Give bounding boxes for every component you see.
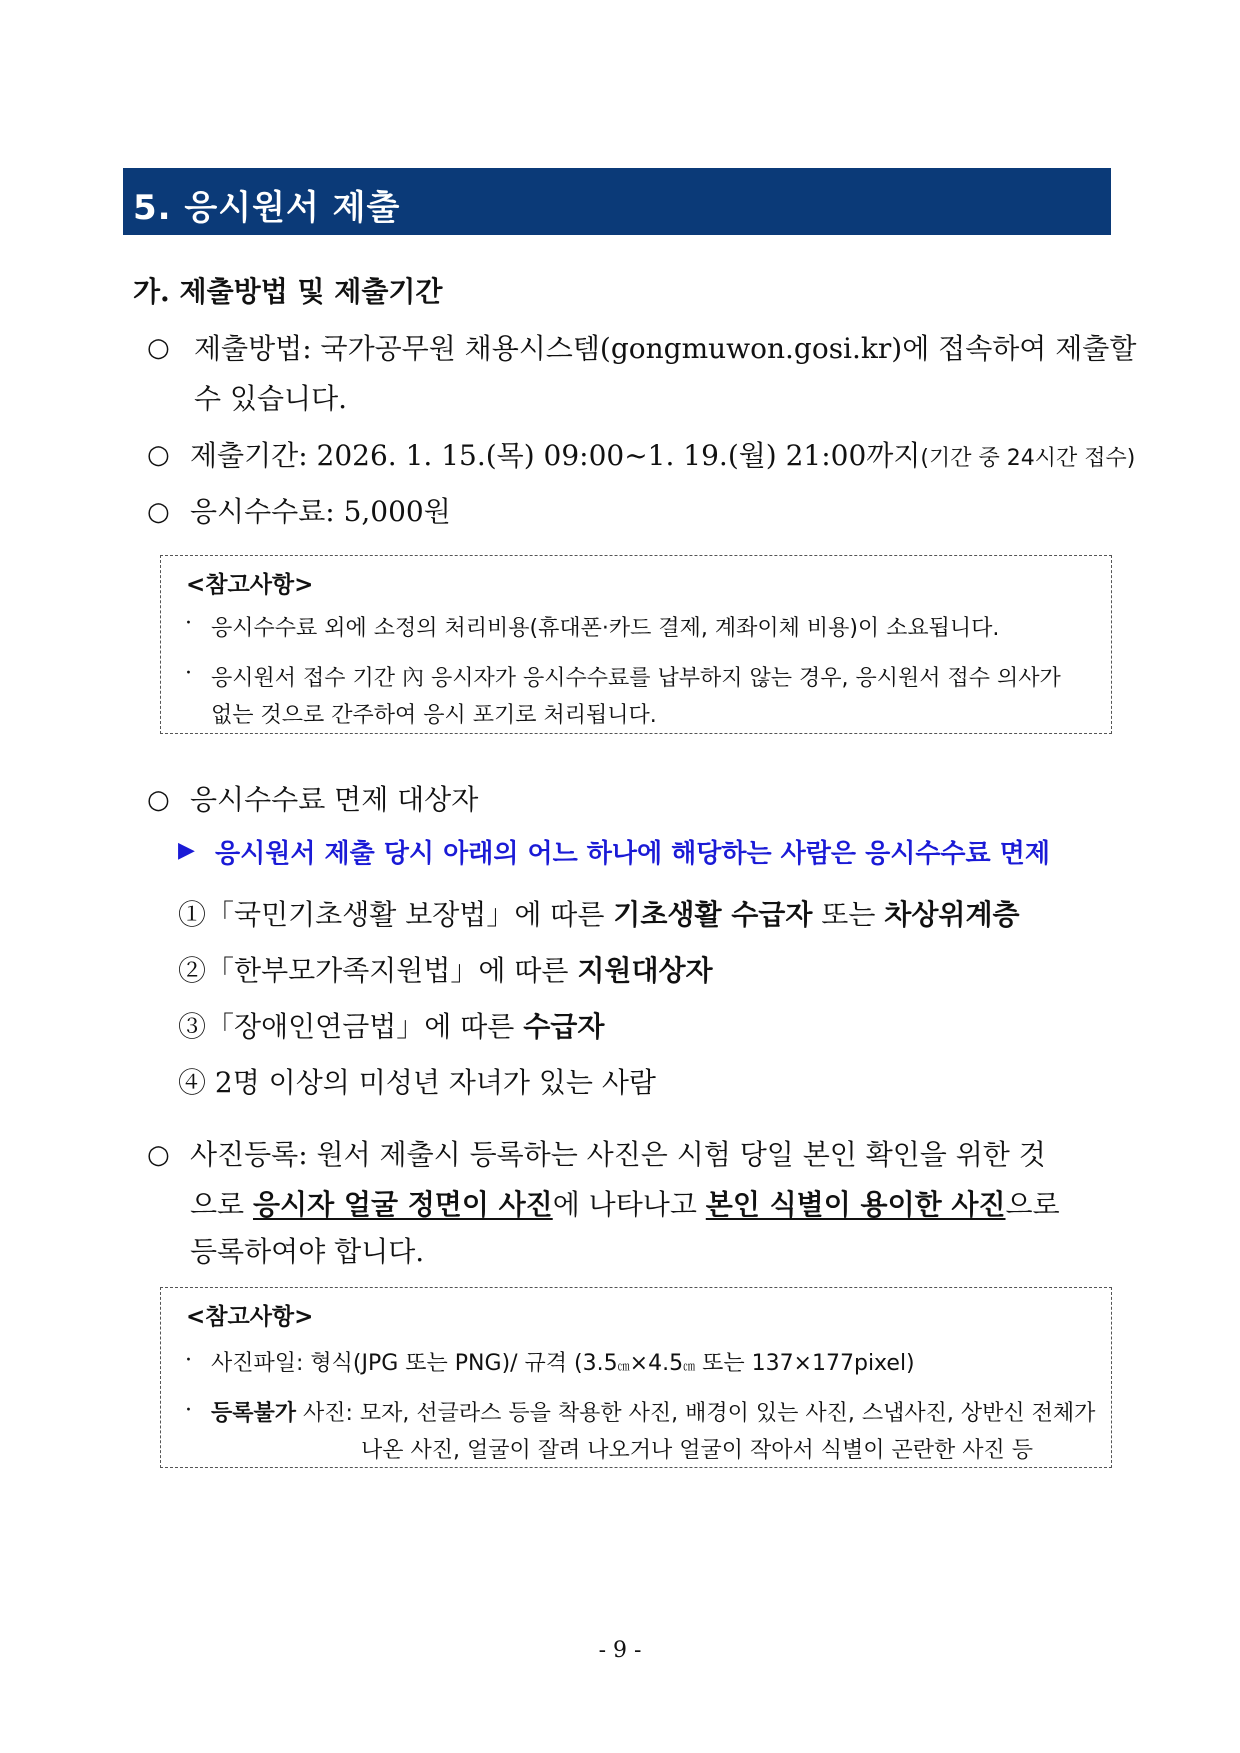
circle-bullet-icon: ○ [147,1140,170,1170]
method-line2: 수 있습니다. [194,382,348,415]
exemption-highlight: 응시원서 제출 당시 아래의 어느 하나에 해당하는 사람은 응시수수료 면제 [215,839,1050,869]
dot-bullet-icon: · [185,1348,192,1373]
page-number: - 9 - [598,1638,642,1663]
exemption-item: ④ 2명 이상의 미성년 자녀가 있는 사람 [178,1066,656,1099]
exemption-item: ③「장애인연금법」에 따른 수급자 [178,1010,605,1043]
exemption-title: 응시수수료 면제 대상자 [190,783,479,816]
note-line-photo-file: 사진파일: 형식(JPG 또는 PNG)/ 규격 (3.5㎝×4.5㎝ 또는 137×177pixel) [211,1351,915,1376]
exemption-item: ①「국민기초생활 보장법」에 따른 기초생활 수급자 또는 차상위계층 [178,898,1020,931]
arrow-right-icon: ▶ [178,838,195,863]
dot-bullet-icon: · [185,661,192,686]
period-main: 제출기간: 2026. 1. 15.(목) 09:00~1. 19.(월) 21:00까지 [190,439,921,472]
photo-line3: 등록하여야 합니다. [190,1235,425,1268]
note-line: 없는 것으로 간주하여 응시 포기로 처리됩니다. [211,703,657,728]
note-box-photo [160,1287,1112,1468]
note-title: <참고사항> [186,1304,314,1330]
note-line: 응시수수료 외에 소정의 처리비용(휴대폰·카드 결제, 계좌이체 비용)이 소요됩니다. [211,616,1000,641]
note-box-fee [160,555,1112,734]
dot-bullet-icon: · [185,1398,192,1423]
note-line-photo-reject: 등록불가 사진: 모자, 선글라스 등을 착용한 사진, 배경이 있는 사진, 스냅사진, 상반신 전체가 [211,1401,1096,1426]
fee-line: 응시수수료: 5,000원 [190,495,451,528]
method-line1: 제출방법: 국가공무원 채용시스템(gongmuwon.gosi.kr)에 접속하여 제출할 [194,332,1137,365]
circle-bullet-icon: ○ [147,785,170,815]
photo-line1: 사진등록: 원서 제출시 등록하는 사진은 시험 당일 본인 확인을 위한 것 [190,1138,1046,1171]
exemption-item: ②「한부모가족지원법」에 따른 지원대상자 [178,954,713,987]
section-title: 5. 응시원서 제출 [133,188,401,228]
circle-bullet-icon: ○ [147,440,170,470]
dot-bullet-icon: · [185,611,192,636]
note-title: <참고사항> [186,572,314,598]
subheading: 가. 제출방법 및 제출기간 [133,275,443,308]
photo-line2: 으로 응시자 얼굴 정면이 사진에 나타나고 본인 식별이 용이한 사진으로 [190,1188,1060,1221]
note-line-photo-reject-cont: 나온 사진, 얼굴이 잘려 나오거나 얼굴이 작아서 식별이 곤란한 사진 등 [361,1438,1033,1463]
circle-bullet-icon: ○ [147,497,170,527]
note-line: 응시원서 접수 기간 內 응시자가 응시수수료를 납부하지 않는 경우, 응시원서 접수 의사가 [211,666,1061,691]
circle-bullet-icon: ○ [147,333,170,363]
period-note: (기간 중 24시간 접수) [920,446,1136,471]
period-line [190,434,1135,474]
